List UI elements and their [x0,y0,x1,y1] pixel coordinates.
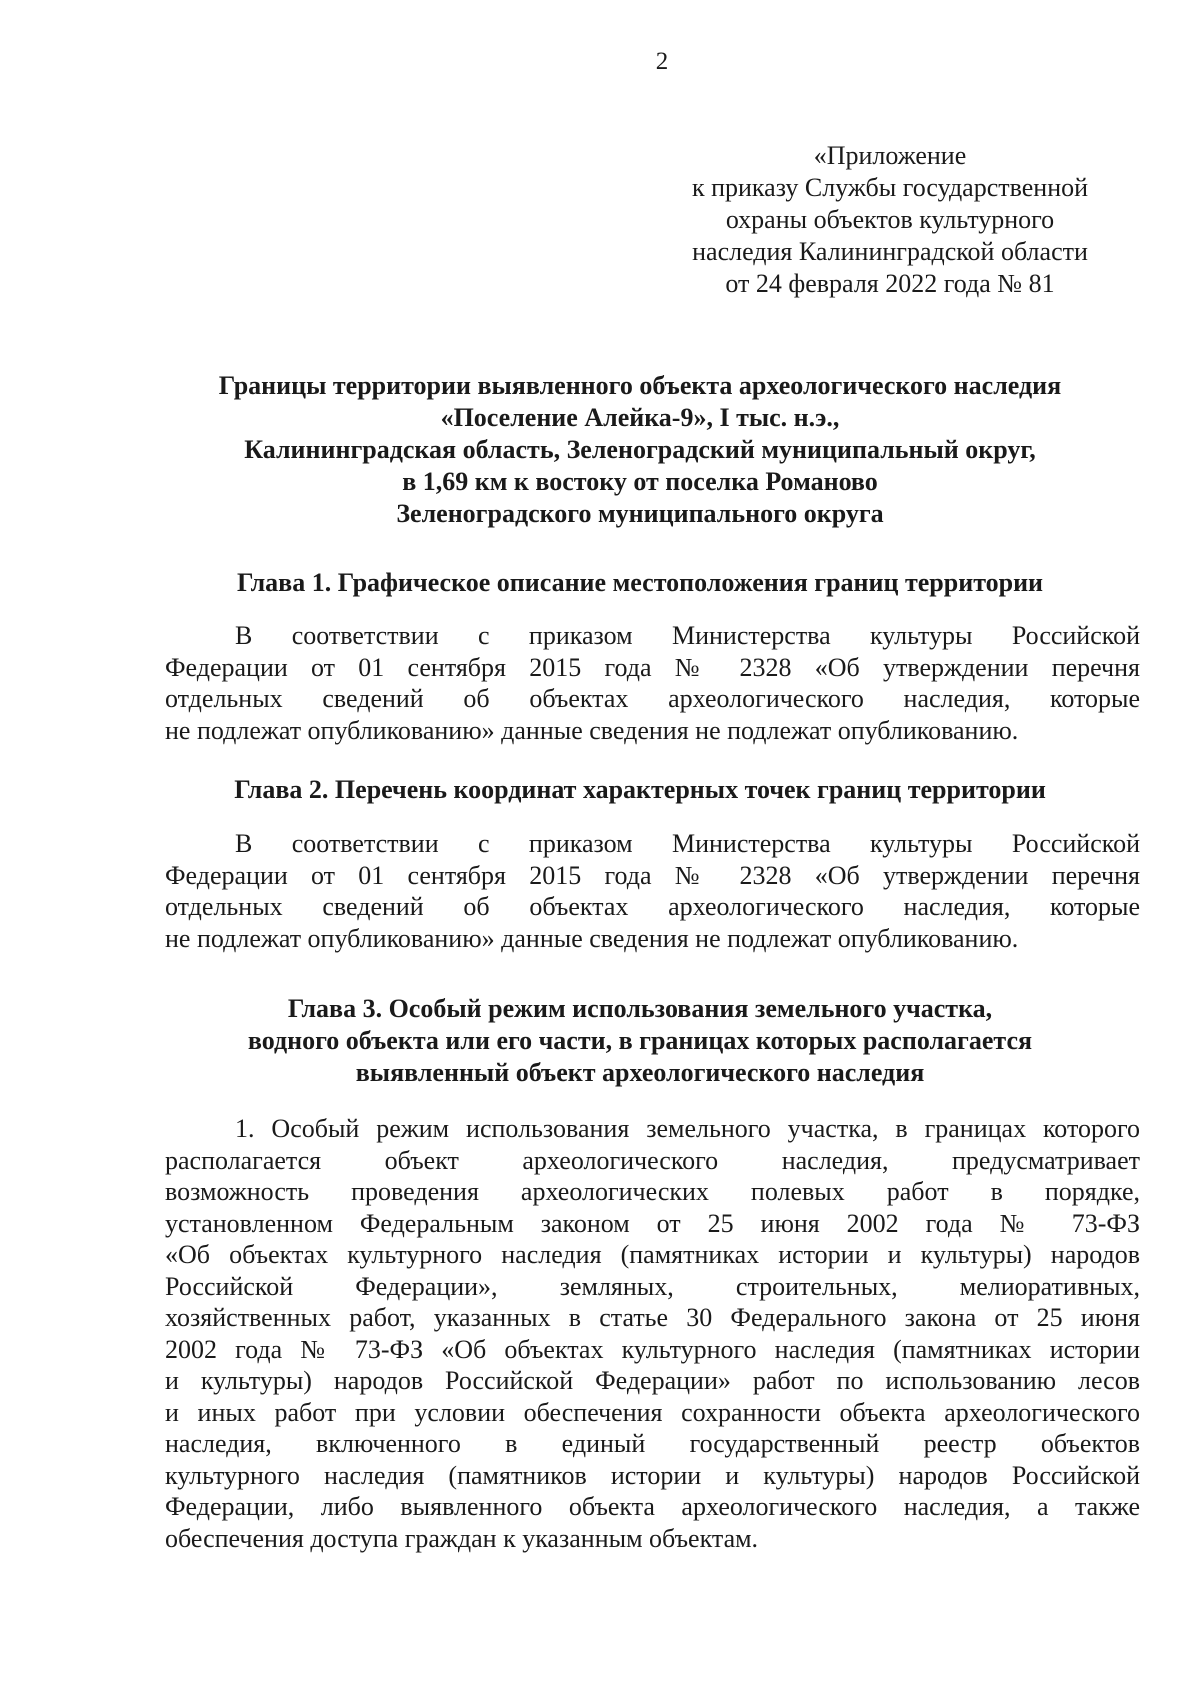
chapter-3-heading [140,993,1140,1089]
paragraph-line: отдельных сведений об объектах археологического наследия, которые [165,684,1140,713]
paragraph-line: 2002 года № 73-ФЗ «Об объектах культурного наследия (памятниках истории [165,1334,1140,1364]
paragraph-line: обеспечения доступа граждан к указанным объектам. [165,1523,759,1553]
chapter-3-heading-line: Глава 3. Особый режим использования земельного участка, [287,994,993,1023]
appendix-line: наследия Калининградской области [692,237,1088,266]
chapter-3-heading-line: водного объекта или его части, в границах которых располагается [247,1026,1033,1055]
paragraph-line: Российской Федерации», земляных, строительных, мелиоративных, [165,1271,1140,1301]
paragraph-line: В соответствии с приказом Министерства культуры Российской [235,621,1140,650]
appendix-line: от 24 февраля 2022 года № 81 [725,269,1055,298]
appendix-line: «Приложение [813,141,967,170]
paragraph-line: располагается объект археологического наследия, предусматривает [165,1145,1140,1175]
title-line: в 1,69 км к востоку от поселка Романово [402,467,878,496]
paragraph-line: отдельных сведений об объектах археологического наследия, которые [165,892,1140,921]
chapter-3-paragraph [165,1113,1140,1554]
title-line: Границы территории выявленного объекта археологического наследия [218,371,1062,400]
paragraph-line: и иных работ при условии обеспечения сохранности объекта археологического [165,1397,1140,1427]
chapter-2-heading [140,774,1140,806]
chapter-2-heading-text: Глава 2. Перечень координат характерных точек границ территории [234,775,1046,804]
title-line: Калининградская область, Зеленоградский муниципальный округ, [244,435,1036,464]
chapter-1-heading [140,567,1140,599]
chapter-1-heading-text: Глава 1. Графическое описание местоположения границ территории [236,568,1044,597]
appendix-line: к приказу Службы государственной [691,173,1089,202]
paragraph-line: установленном Федеральным законом от 25 июня 2002 года № 73-ФЗ [165,1208,1140,1238]
appendix-header [640,140,1140,300]
chapter-2-paragraph [165,828,1140,954]
paragraph-line: Федерации от 01 сентября 2015 года № 2328 «Об утверждении перечня [165,652,1140,682]
paragraph-line: и культуры) народов Российской Федерации» работ по использованию лесов [165,1366,1140,1395]
paragraph-line: 1. Особый режим использования земельного участка, в границах которого [235,1114,1140,1143]
paragraph-line: культурного наследия (памятников истории и культуры) народов Российской [165,1460,1140,1490]
paragraph-line: Федерации от 01 сентября 2015 года № 2328 «Об утверждении перечня [165,860,1140,890]
page-number: 2 [655,48,669,75]
paragraph-line: В соответствии с приказом Министерства культуры Российской [235,829,1140,858]
paragraph-line: Федерации, либо выявленного объекта археологического наследия, а также [165,1492,1140,1521]
paragraph-line: возможность проведения археологических полевых работ в порядке, [165,1177,1140,1206]
title-line: Зеленоградского муниципального округа [396,499,884,528]
paragraph-line: не подлежат опубликованию» данные сведения не подлежат опубликованию. [165,923,1019,953]
chapter-1-paragraph [165,620,1140,746]
title-line: «Поселение Алейка-9», I тыс. н.э., [440,403,840,432]
paragraph-line: «Об объектах культурного наследия (памятниках истории и культуры) народов [165,1240,1140,1269]
paragraph-line: наследия, включенного в единый государственный реестр объектов [165,1429,1140,1458]
appendix-line: охраны объектов культурного [725,205,1055,234]
paragraph-line: хозяйственных работ, указанных в статье 30 Федерального закона от 25 июня [165,1303,1140,1332]
paragraph-line: не подлежат опубликованию» данные сведения не подлежат опубликованию. [165,715,1019,745]
chapter-3-heading-line: выявленный объект археологического наследия [355,1058,925,1087]
document-title [140,370,1140,530]
